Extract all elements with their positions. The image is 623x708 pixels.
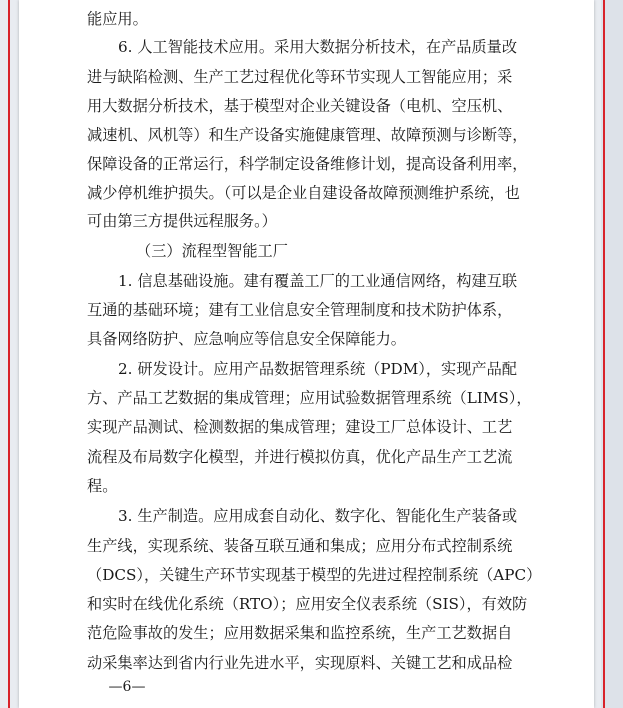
text-line: 能应用。 — [87, 10, 148, 28]
text-line: 生产线，实现系统、装备互联互通和集成；应用分布式控制系统 — [87, 537, 513, 555]
paragraph-start-line: 2. 研发设计。应用产品数据管理系统（PDM），实现产品配 — [118, 360, 517, 378]
left-border-rule — [8, 0, 10, 708]
text-line: 流程及布局数字化模型，并进行模拟仿真，优化产品生产工艺流 — [87, 448, 513, 466]
text-line: 可由第三方提供远程服务。） — [87, 212, 277, 230]
text-line: 动采集率达到省内行业先进水平，实现原料、关键工艺和成品检 — [87, 654, 513, 672]
text-line: 实现产品测试、检测数据的集成管理；建设工厂总体设计、工艺 — [87, 418, 513, 436]
text-line: 具备网络防护、应急响应等信息安全保障能力。 — [87, 330, 406, 348]
page-number: —6— — [108, 679, 146, 695]
text-line: 减少停机维护损失。（可以是企业自建设备故障预测维护系统，也 — [87, 184, 520, 202]
text-line: 保障设备的正常运行，科学制定设备维修计划，提高设备利用率， — [87, 155, 528, 173]
text-line: 用大数据分析技术，基于模型对企业关键设备（电机、空压机、 — [87, 97, 513, 115]
text-line: （DCS），关键生产环节实现基于模型的先进过程控制系统（APC） — [87, 566, 542, 584]
text-line: 程。 — [87, 477, 118, 495]
section-heading: （三）流程型智能工厂 — [136, 242, 288, 260]
text-line: 范危险事故的发生；应用数据采集和监控系统，生产工艺数据自 — [87, 624, 513, 642]
paragraph-start-line: 1. 信息基础设施。建有覆盖工厂的工业通信网络，构建互联 — [118, 272, 518, 290]
text-line: 和实时在线优化系统（RTO）；应用安全仪表系统（SIS），有效防 — [87, 595, 528, 613]
paragraph-start-line: 3. 生产制造。应用成套自动化、数字化、智能化生产装备或 — [118, 507, 518, 525]
text-line: 方、产品工艺数据的集成管理；应用试验数据管理系统（LIMS）， — [87, 389, 532, 407]
document-page — [19, 0, 594, 708]
text-line: 互通的基础环境；建有工业信息安全管理制度和技术防护体系， — [87, 301, 513, 319]
text-line: 进与缺陷检测、生产工艺过程优化等环节实现人工智能应用；采 — [87, 68, 513, 86]
text-line: 减速机、风机等）和生产设备实施健康管理、故障预测与诊断等， — [87, 126, 528, 144]
paragraph-start-line: 6. 人工智能技术应用。采用大数据分析技术，在产品质量改 — [118, 38, 518, 56]
right-border-rule — [603, 0, 605, 708]
